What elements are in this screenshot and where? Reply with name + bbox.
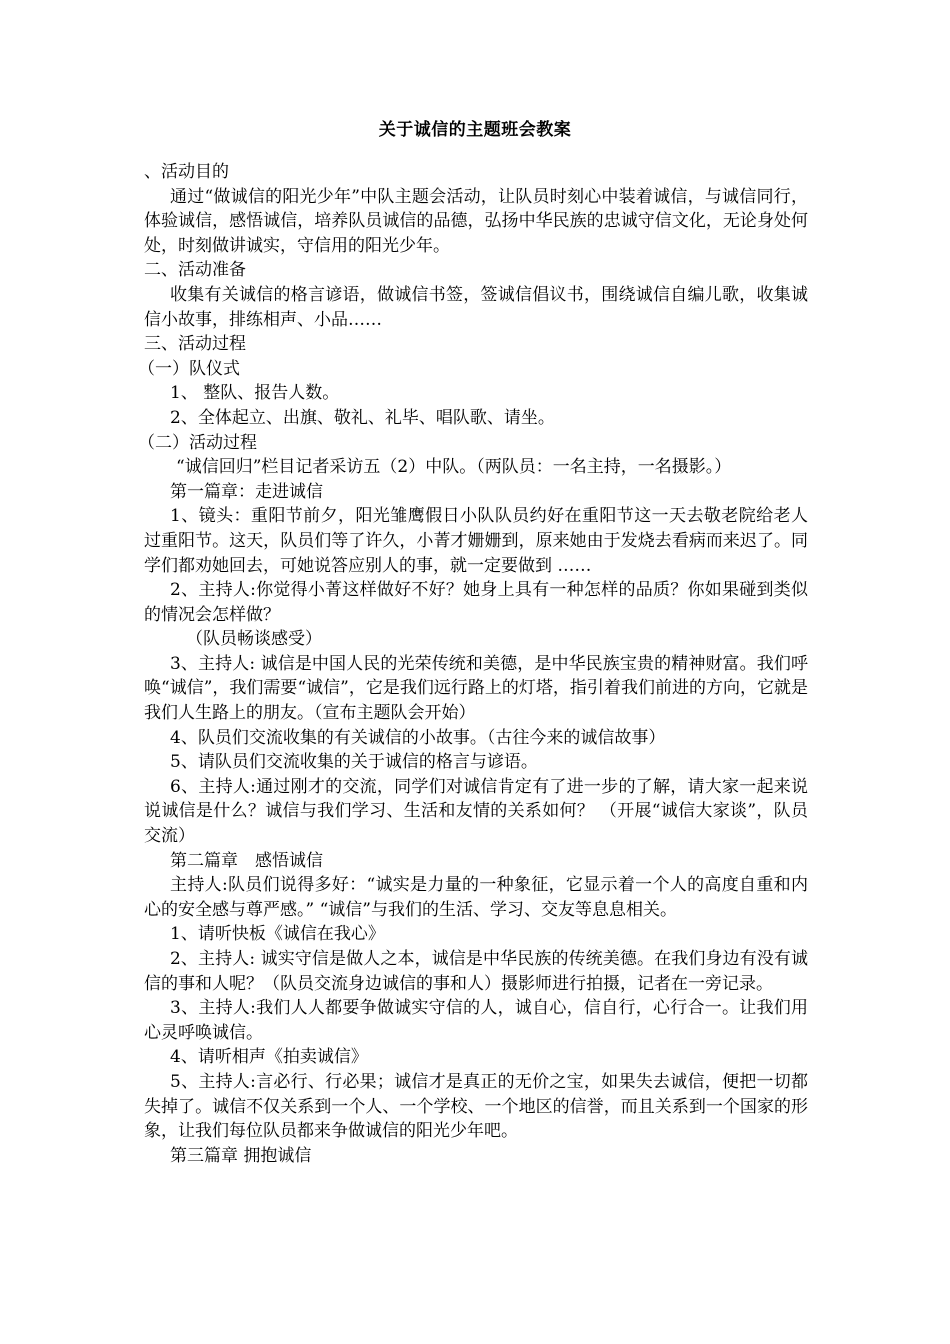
paragraph-preparation: 收集有关诚信的格言谚语，做诚信书签，签诚信倡议书，围绕诚信自编儿歌，收集诚信小故事，排练相声、小品…… xyxy=(144,284,808,330)
list-item: 5、主持人:言必行、行必果；诚信才是真正的无价之宝，如果失去诚信，便把一切都失掉了。诚信不仅关系到一个人、一个学校、一个地区的信誉，而且关系到一个国家的形象，让我们每位队员都来争做诚信的阳光少年吧。 xyxy=(144,1071,808,1142)
stage-note: （队员畅谈感受） xyxy=(186,629,322,650)
list-item: 4、队员们交流收集的有关诚信的小故事。（古往今来的诚信故事） xyxy=(170,727,666,748)
document-body xyxy=(138,160,808,1168)
section-heading-process: 三、活动过程 xyxy=(144,334,246,355)
subsection-heading-ceremony: （一）队仪式 xyxy=(138,358,240,379)
list-item: 4、请听相声《拍卖诚信》 xyxy=(170,1047,368,1068)
paragraph-intro: “诚信回归”栏目记者采访五（2）中队。（两队员：一名主持，一名摄影。） xyxy=(176,457,732,478)
list-item: 1、 整队、报告人数。 xyxy=(170,383,340,404)
list-item: 2、全体起立、出旗、敬礼、礼毕、唱队歌、请坐。 xyxy=(170,407,555,428)
chapter-heading-1: 第一篇章：走进诚信 xyxy=(170,481,323,502)
list-item: 2、主持人: 诚实守信是做人之本，诚信是中华民族的传统美德。在我们身边有没有诚信的事和人呢？（队员交流身边诚信的事和人）摄影师进行拍摄，记者在一旁记录。 xyxy=(144,949,808,994)
section-heading-preparation: 二、活动准备 xyxy=(144,260,246,281)
chapter-heading-3: 第三篇章 拥抱诚信 xyxy=(170,1145,312,1166)
list-item: 1、请听快板《诚信在我心》 xyxy=(170,924,385,945)
list-item: 2、主持人:你觉得小菁这样做好不好？她身上具有一种怎样的品质？你如果碰到类似的情况会怎样做？ xyxy=(144,580,808,625)
list-item: 6、主持人:通过刚才的交流，同学们对诚信肯定有了进一步的了解，请大家一起来说说诚信是什么？诚信与我们学习、生活和友情的关系如何？ （开展“诚信大家谈”，队员交流） xyxy=(144,776,808,847)
chapter-heading-2: 第二篇章 感悟诚信 xyxy=(170,850,323,871)
list-item: 1、镜头：重阳节前夕，阳光雏鹰假日小队队员约好在重阳节这一天去敬老院给老人过重阳节。这天，队员们等了许久，小菁才姗姗到，原来她由于发烧去看病而来迟了。同学们都劝她回去，可她说答应别人的事，就一定要做到 …… xyxy=(144,506,808,576)
list-item: 3、主持人:我们人人都要争做诚实守信的人，诚自心，信自行，心行合一。让我们用心灵呼唤诚信。 xyxy=(144,998,808,1043)
paragraph-purpose: 通过“做诚信的阳光少年”中队主题会活动，让队员时刻心中装着诚信，与诚信同行，体验诚信，感悟诚信，培养队员诚信的品德，弘扬中华民族的忠诚守信文化，无论身处何处，时刻做讲诚实，守信用的阳光少年。 xyxy=(144,186,808,256)
subsection-heading-activity: （二）活动过程 xyxy=(138,432,257,453)
list-item: 5、请队员们交流收集的关于诚信的格言与谚语。 xyxy=(170,752,538,773)
document-title: 关于诚信的主题班会教案 xyxy=(378,120,572,140)
paragraph-host: 主持人:队员们说得多好：“诚实是力量的一种象征，它显示着一个人的高度自重和内心的安全感与尊严感。” “诚信”与我们的生活、学习、交友等息息相关。 xyxy=(144,875,808,920)
section-heading-purpose: 、活动目的 xyxy=(144,162,229,182)
list-item: 3、主持人: 诚信是中国人民的光荣传统和美德，是中华民族宝贵的精神财富。我们呼唤“诚信”，我们需要“诚信”，它是我们远行路上的灯塔，指引着我们前进的方向，它就是我们人生路上的朋友。（宣布主题队会开始） xyxy=(144,653,808,724)
